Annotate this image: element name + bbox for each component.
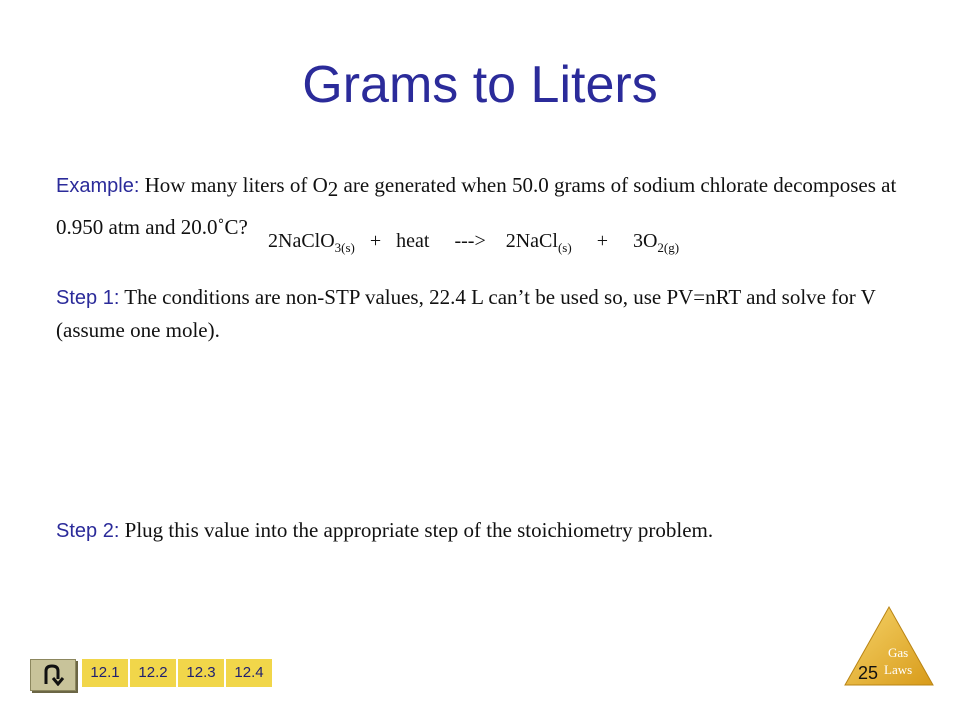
example-text-b: are generated when 50.0 grams of sodium chlorate decomposes at 0.950 atm and 20.0˚C? [56,173,897,240]
home-button[interactable] [30,659,76,691]
example-label: Example: [56,175,140,197]
logo-line1: Gas [888,645,909,660]
page-number: 25 [858,663,879,683]
section-button-12-1[interactable]: 12.1 [82,659,128,687]
section-button-12-3[interactable]: 12.3 [178,659,224,687]
section-button-12-4[interactable]: 12.4 [226,659,272,687]
example-subscript: 2 [327,177,339,202]
step1-label: Step 1: [56,287,120,309]
eq-reactant: 2NaClO [268,230,335,252]
eq-product1-sub: (s) [557,240,572,255]
step2-paragraph [56,515,926,548]
step2-label: Step 2: [56,520,120,542]
section-button-12-2[interactable]: 12.2 [130,659,176,687]
eq-product2: + 3O [571,230,658,252]
eq-product2-sub: 2(g) [657,240,680,255]
step2-text: Plug this value into the appropriate step of the stoichiometry problem. [119,518,714,542]
eq-reactant-sub: 3(s) [334,240,355,255]
example-text-a: How many liters of O [139,173,328,197]
chemical-equation [268,230,679,256]
step1-text: The conditions are non-STP values, 22.4 L can’t be used so, use PV=nRT and solve for V (assume one mole). [56,285,876,342]
logo-line2: Laws [884,662,913,677]
u-turn-icon [41,664,65,686]
slide-title: Grams to Liters [302,56,658,114]
eq-middle: + heat ---> 2NaCl [354,230,558,252]
step1-paragraph [56,282,926,348]
